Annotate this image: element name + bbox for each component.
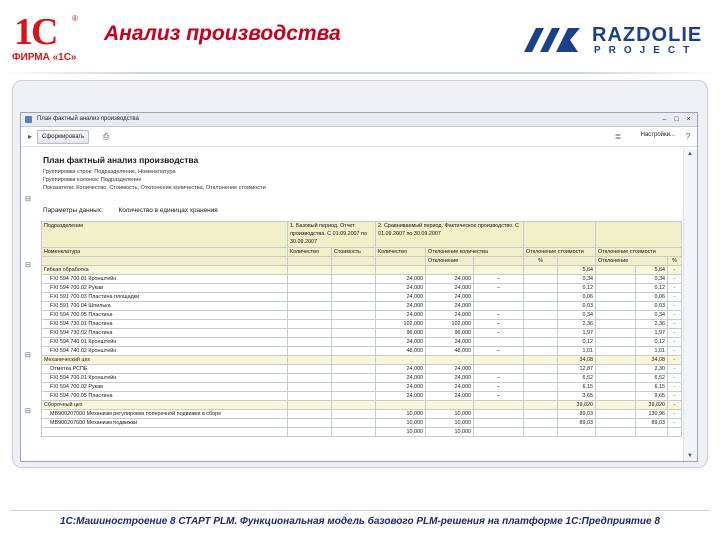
cell-value <box>332 320 376 329</box>
table-row[interactable] <box>42 347 682 356</box>
cell-value: – <box>474 275 524 284</box>
cell-value: 24,000 <box>426 311 474 320</box>
header-cell: Отклонение стоимости <box>596 248 682 257</box>
table-header-row <box>42 248 682 257</box>
table-body <box>42 266 682 437</box>
header-cell: Количество <box>376 248 426 257</box>
cell-value: 0,12 <box>558 284 596 293</box>
cell-value: 1,97 <box>636 329 668 338</box>
cell-value <box>474 428 524 437</box>
header-cell: Отклонение количества <box>426 248 524 257</box>
params-value: Количество в единицах хранения <box>118 207 218 214</box>
cell-value <box>596 329 636 338</box>
cell-value: 24,000 <box>376 311 426 320</box>
cell-name: Сборочный цех <box>42 401 288 410</box>
list-icon[interactable]: ≣ <box>614 132 622 141</box>
cell-value <box>474 401 524 410</box>
cell-value <box>524 428 558 437</box>
header-cell: Количество <box>288 248 332 257</box>
toolbar <box>21 127 697 147</box>
collapse-icon[interactable]: ⊟ <box>25 408 31 415</box>
cell-value <box>524 419 558 428</box>
cell-value <box>596 392 636 401</box>
cell-value <box>426 266 474 275</box>
cell-value <box>596 293 636 302</box>
cell-value: 24,000 <box>376 302 426 311</box>
logo-1c-glyph: 1С <box>14 11 57 53</box>
slide-title: Анализ производства <box>104 22 341 45</box>
cell-value: 0,34 <box>636 275 668 284</box>
table-row[interactable] <box>42 428 682 437</box>
cell-value: 89,03 <box>636 419 668 428</box>
collapse-icon[interactable]: ⊟ <box>25 196 31 203</box>
cell-value: - <box>668 320 682 329</box>
cell-value <box>596 356 636 365</box>
cell-name: FXI 594 730.01 Пластина <box>42 320 288 329</box>
cell-name: МВ900207600 Механизм подвижки <box>42 419 288 428</box>
header-cell: % <box>668 257 682 266</box>
cell-value <box>332 383 376 392</box>
header-cell <box>332 257 376 266</box>
settings-button[interactable]: Настройки... <box>640 132 675 138</box>
cell-name: FXI 594 740.01 Кронштейн <box>42 338 288 347</box>
cell-value <box>288 356 332 365</box>
cell-value: - <box>668 401 682 410</box>
cell-value <box>376 266 426 275</box>
cell-value <box>474 365 524 374</box>
vertical-scrollbar[interactable] <box>683 149 697 461</box>
cell-value: 48,000 <box>376 347 426 356</box>
cell-value <box>596 374 636 383</box>
cell-value: 24,000 <box>426 383 474 392</box>
table-group-row[interactable] <box>42 401 682 410</box>
cell-value <box>524 365 558 374</box>
cell-value <box>558 428 596 437</box>
report-params <box>43 207 232 214</box>
cell-value: - <box>668 293 682 302</box>
help-icon[interactable]: ? <box>685 132 691 141</box>
header-cell: Подразделение <box>42 222 288 248</box>
table-group-row[interactable] <box>42 266 682 275</box>
cell-value <box>474 266 524 275</box>
cell-value <box>596 383 636 392</box>
cell-value <box>474 410 524 419</box>
cell-value <box>596 365 636 374</box>
cell-value: 24,000 <box>426 365 474 374</box>
header-cell: 2. Сравниваемый период. Фактическое производство. С 01.09.2007 по 30.09.2007 <box>376 222 524 248</box>
header-cell <box>42 257 288 266</box>
cell-value: 24,000 <box>376 275 426 284</box>
cell-value: 10,000 <box>426 410 474 419</box>
cell-value <box>524 410 558 419</box>
cell-value: 24,000 <box>426 275 474 284</box>
cell-value <box>474 419 524 428</box>
cell-value <box>668 428 682 437</box>
window-icon <box>25 116 32 123</box>
header-cell <box>474 257 524 266</box>
cell-value: - <box>668 347 682 356</box>
cell-value: 96,000 <box>376 329 426 338</box>
header-cell: Отклонение <box>426 257 474 266</box>
cell-value: 102,000 <box>426 320 474 329</box>
cell-value: 24,000 <box>426 293 474 302</box>
cell-value <box>288 302 332 311</box>
cell-value <box>474 302 524 311</box>
header-cell <box>288 257 332 266</box>
logo-1c <box>10 10 90 68</box>
generate-button[interactable]: Сформировать <box>37 130 89 144</box>
cell-value <box>332 356 376 365</box>
cell-value: 2,36 <box>636 320 668 329</box>
cell-value <box>288 365 332 374</box>
cell-value: 130,96 <box>636 410 668 419</box>
report-window <box>20 112 698 462</box>
cell-value: 6,52 <box>636 374 668 383</box>
cell-value <box>288 275 332 284</box>
logo-1c-firm: ФИРМА «1С» <box>12 52 77 63</box>
maximize-icon[interactable]: □ <box>674 116 679 123</box>
report-info-line: Показатели: Количество, Стоимость, Отклонение количества, Отклонение стоимости <box>43 185 266 191</box>
cell-name: FXI 594 700.05 Пластина <box>42 311 288 320</box>
cell-value <box>332 410 376 419</box>
header-cell <box>524 222 596 248</box>
cell-value: – <box>474 320 524 329</box>
cell-value <box>288 293 332 302</box>
cell-value <box>596 401 636 410</box>
table-row[interactable] <box>42 419 682 428</box>
cell-name: FXI 594 700.02 Рукав <box>42 383 288 392</box>
header-cell: Стоимость <box>332 248 376 257</box>
cell-value <box>524 356 558 365</box>
cell-value: - <box>668 419 682 428</box>
cell-value: 24,000 <box>376 383 426 392</box>
header-cell: % <box>524 257 558 266</box>
table-row[interactable] <box>42 365 682 374</box>
report-table <box>41 221 682 437</box>
cell-value: 24,000 <box>376 392 426 401</box>
cell-value: 10,000 <box>376 419 426 428</box>
cell-value: – <box>474 383 524 392</box>
cell-value <box>332 392 376 401</box>
scroll-down-icon[interactable]: ▼ <box>687 453 693 459</box>
cell-value <box>288 347 332 356</box>
report-title: План фактный анализ производства <box>43 155 199 165</box>
slide-header <box>0 0 720 72</box>
report-area <box>21 149 683 461</box>
cell-value: - <box>668 329 682 338</box>
cell-value <box>332 338 376 347</box>
cell-value: 89,03 <box>558 419 596 428</box>
window-title: План фактный анализ производства <box>37 116 139 122</box>
table-row[interactable] <box>42 320 682 329</box>
cell-value <box>524 329 558 338</box>
cell-value: – <box>474 347 524 356</box>
cell-value <box>636 428 668 437</box>
cell-value: 1,01 <box>636 347 668 356</box>
cell-value <box>596 320 636 329</box>
header-cell: Номенклатура <box>42 248 288 257</box>
cell-value: 0,12 <box>636 338 668 347</box>
cell-name: FXI 594 730.02 Пластина <box>42 329 288 338</box>
table-row[interactable] <box>42 329 682 338</box>
cell-value: 24,000 <box>426 302 474 311</box>
table-row[interactable] <box>42 410 682 419</box>
cell-value <box>332 275 376 284</box>
cell-value: 10,000 <box>376 410 426 419</box>
cell-value: 1,97 <box>558 329 596 338</box>
cell-value: - <box>668 383 682 392</box>
cell-value <box>288 410 332 419</box>
cell-value: - <box>668 410 682 419</box>
cell-value <box>288 338 332 347</box>
logo-razdolie-name: RAZDOLIE <box>592 24 703 46</box>
cell-value <box>524 275 558 284</box>
cell-value: - <box>668 338 682 347</box>
cell-value <box>426 401 474 410</box>
cell-value <box>596 284 636 293</box>
cell-value <box>288 392 332 401</box>
cell-name: FXI 594 700.02 Рукав <box>42 284 288 293</box>
cell-value: 48,000 <box>426 347 474 356</box>
cell-value: 2,36 <box>558 320 596 329</box>
cell-name: FXI 594 700.01 Кронштейн <box>42 374 288 383</box>
cell-value: 2,30 <box>636 365 668 374</box>
registered-mark-icon: ® <box>72 14 78 23</box>
table-row[interactable] <box>42 302 682 311</box>
header-cell: Отклонение стоимости <box>524 248 596 257</box>
cell-value <box>332 302 376 311</box>
cell-value: 89,03 <box>558 410 596 419</box>
cell-value <box>332 284 376 293</box>
cell-value <box>524 401 558 410</box>
cell-name: FXI 594 700.01 Кронштейн <box>42 275 288 284</box>
cell-value: – <box>474 329 524 338</box>
header-cell: Отклонение <box>596 257 668 266</box>
table-header-row <box>42 222 682 248</box>
cell-value: 9,65 <box>636 392 668 401</box>
cell-value: 5,64 <box>558 266 596 275</box>
play-icon[interactable]: ▸ <box>27 132 32 141</box>
cell-value <box>288 374 332 383</box>
cell-value <box>288 428 332 437</box>
cell-name: FXI 594 700.05 Пластина <box>42 392 288 401</box>
cell-value: 34,08 <box>558 356 596 365</box>
cell-value <box>288 329 332 338</box>
collapse-icon[interactable]: ⊟ <box>25 352 31 359</box>
cell-value: 0,06 <box>558 293 596 302</box>
cell-value <box>596 428 636 437</box>
collapse-icon[interactable]: ⊟ <box>25 262 31 269</box>
params-label: Параметры данных: <box>43 207 103 214</box>
cell-value: 0,06 <box>636 293 668 302</box>
cell-value: 0,34 <box>636 311 668 320</box>
cell-value <box>524 302 558 311</box>
cell-value <box>474 293 524 302</box>
razdolie-mark-icon <box>522 26 584 54</box>
cell-value: 10,000 <box>376 428 426 437</box>
cell-value: 24,000 <box>426 284 474 293</box>
table-group-row[interactable] <box>42 356 682 365</box>
cell-value: - <box>668 284 682 293</box>
cell-value <box>474 356 524 365</box>
cell-value: 10,000 <box>426 428 474 437</box>
cell-value: - <box>668 275 682 284</box>
cell-value <box>596 311 636 320</box>
cell-value: - <box>668 374 682 383</box>
header-cell <box>376 257 426 266</box>
table-row[interactable] <box>42 338 682 347</box>
cell-value: 24,000 <box>376 374 426 383</box>
cell-value <box>474 338 524 347</box>
cell-value: 24,000 <box>376 284 426 293</box>
cell-name <box>42 428 288 437</box>
table-row[interactable] <box>42 311 682 320</box>
cell-name: FXI 591 700.03 Пластина площадки <box>42 293 288 302</box>
cell-value <box>524 374 558 383</box>
cell-value: 39,020 <box>558 401 596 410</box>
slide-footer: 1С:Машиностроение 8 СТАРТ PLM. Функциональная модель базового PLM-решения на платформе 1С:Предприятие 8 <box>60 516 660 527</box>
report-info-line: Группировки колонок: Подразделение <box>43 177 142 183</box>
cell-value <box>288 383 332 392</box>
cell-value <box>524 392 558 401</box>
cell-value <box>524 293 558 302</box>
cell-value: 3,65 <box>558 392 596 401</box>
cell-value <box>332 266 376 275</box>
cell-value: - <box>668 392 682 401</box>
cell-name: FXI 594 740.02 Кронштейн <box>42 347 288 356</box>
cell-name: Гибкая обработка <box>42 266 288 275</box>
cell-value: – <box>474 311 524 320</box>
logo-razdolie <box>522 26 712 56</box>
minimize-icon[interactable]: – <box>662 116 667 123</box>
table-row[interactable] <box>42 293 682 302</box>
cell-value: 24,000 <box>376 293 426 302</box>
cell-value <box>288 284 332 293</box>
window-titlebar <box>21 113 697 127</box>
cell-value <box>596 347 636 356</box>
cell-value: 0,12 <box>558 338 596 347</box>
cell-value <box>332 419 376 428</box>
cell-value <box>596 275 636 284</box>
cell-value: 24,000 <box>426 392 474 401</box>
cell-value: 34,08 <box>636 356 668 365</box>
cell-value: - <box>668 365 682 374</box>
cell-name: FXI 591 700.04 Шпилька <box>42 302 288 311</box>
cell-value: – <box>474 374 524 383</box>
header-cell <box>596 222 682 248</box>
cell-value: - <box>668 266 682 275</box>
cell-value: 10,000 <box>426 419 474 428</box>
cell-value <box>596 302 636 311</box>
cell-value <box>596 266 636 275</box>
cell-value <box>524 320 558 329</box>
cell-value: 1,01 <box>558 347 596 356</box>
cell-value: 6,52 <box>558 374 596 383</box>
cell-value: 12,87 <box>558 365 596 374</box>
cell-value <box>524 347 558 356</box>
table-row[interactable] <box>42 275 682 284</box>
header-cell <box>558 257 596 266</box>
cell-value <box>524 284 558 293</box>
cell-value: 0,34 <box>558 275 596 284</box>
table-row[interactable] <box>42 284 682 293</box>
cell-value <box>376 401 426 410</box>
cell-value: - <box>668 356 682 365</box>
cell-value <box>332 293 376 302</box>
cell-value: 0,03 <box>636 302 668 311</box>
cell-value <box>524 266 558 275</box>
cell-value: 39,020 <box>636 401 668 410</box>
cell-value <box>332 329 376 338</box>
cell-value <box>288 401 332 410</box>
cell-value <box>332 374 376 383</box>
cell-value <box>426 356 474 365</box>
cell-value: 24,000 <box>426 374 474 383</box>
header-cell: 1. Базовый период. Отчет производства. С 01.09.2007 по 30.09.2007 <box>288 222 376 248</box>
table-row[interactable] <box>42 374 682 383</box>
cell-value: 0,12 <box>636 284 668 293</box>
cell-value: 6,15 <box>558 383 596 392</box>
cell-value <box>524 383 558 392</box>
close-icon[interactable]: × <box>686 116 691 123</box>
cell-value <box>332 401 376 410</box>
cell-value: 24,000 <box>426 338 474 347</box>
table-row[interactable] <box>42 392 682 401</box>
table-row[interactable] <box>42 383 682 392</box>
cell-value: 0,34 <box>558 311 596 320</box>
cell-name: Отметка РСПЕ <box>42 365 288 374</box>
cell-value <box>288 320 332 329</box>
cell-value: – <box>474 392 524 401</box>
print-icon[interactable]: ⎙ <box>102 132 110 141</box>
cell-value: - <box>668 311 682 320</box>
cell-value: - <box>668 302 682 311</box>
cell-value: 24,000 <box>376 338 426 347</box>
cell-value <box>288 266 332 275</box>
logo-razdolie-project: PROJECT <box>594 45 698 56</box>
cell-name: Механический цех <box>42 356 288 365</box>
header-divider <box>0 72 720 74</box>
cell-value <box>288 419 332 428</box>
cell-value <box>288 311 332 320</box>
cell-value <box>596 410 636 419</box>
cell-value: 5,64 <box>636 266 668 275</box>
report-info-line: Группировки строк: Подразделение, Номенклатура <box>43 169 176 175</box>
cell-value <box>376 356 426 365</box>
cell-value: 102,000 <box>376 320 426 329</box>
cell-value <box>596 419 636 428</box>
cell-value: 6,15 <box>636 383 668 392</box>
cell-value <box>596 338 636 347</box>
cell-value <box>332 365 376 374</box>
cell-value: – <box>474 284 524 293</box>
cell-value <box>332 347 376 356</box>
cell-value: 96,000 <box>426 329 474 338</box>
scroll-up-icon[interactable]: ▲ <box>687 151 693 157</box>
cell-value <box>332 311 376 320</box>
cell-value: 24,000 <box>376 365 426 374</box>
cell-value <box>524 338 558 347</box>
cell-value: 0,03 <box>558 302 596 311</box>
cell-name: МВ900207000 Механизм регулировки поперечной подвижки в сборе <box>42 410 288 419</box>
cell-value <box>332 428 376 437</box>
footer-divider <box>10 510 710 511</box>
table-header-row <box>42 257 682 266</box>
cell-value <box>524 311 558 320</box>
